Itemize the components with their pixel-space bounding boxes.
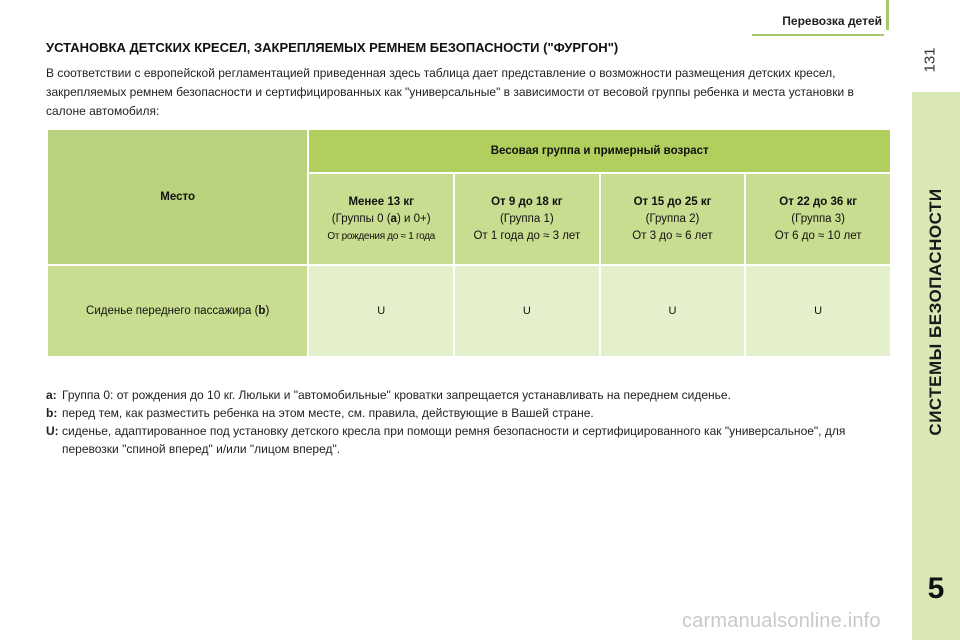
footnote-text: сиденье, адаптированное под установку детского кресла при помощи ремня безопасности и сертифицированного как "универсальное", для перевозки "спиной вперед" и/или "лицом вперед". <box>62 424 846 456</box>
table-row <box>47 265 891 357</box>
table-cell: U <box>745 265 891 357</box>
footnotes <box>46 386 886 458</box>
column-age: От рождения до ≈ 1 года <box>327 230 435 242</box>
column-group: (Группа 1) <box>499 212 554 225</box>
column-header-2 <box>600 173 746 265</box>
footnote-u <box>46 422 886 458</box>
chapter-side-band <box>912 92 960 640</box>
footnote-key: U: <box>46 424 59 438</box>
page-number-text: 131 <box>921 47 939 73</box>
column-group: (Группа 3) <box>791 212 845 225</box>
column-weight: Менее 13 кг <box>348 195 414 208</box>
footnote-a <box>46 386 886 404</box>
page-title: УСТАНОВКА ДЕТСКИХ КРЕСЕЛ, ЗАКРЕПЛЯЕМЫХ РЕМНЕМ БЕЗОПАСНОСТИ ("ФУРГОН") <box>46 40 619 55</box>
column-weight: От 9 до 18 кг <box>491 195 563 208</box>
child-seat-table <box>46 128 892 358</box>
footnote-text: перед тем, как разместить ребенка на этом месте, см. правила, действующие в Вашей стране. <box>62 406 594 420</box>
place-header: Место <box>47 129 308 265</box>
footnote-key: b: <box>46 406 58 420</box>
column-header-0 <box>308 173 454 265</box>
footnote-key: a: <box>46 388 57 402</box>
table-cell: U <box>308 265 454 357</box>
chapter-title: СИСТЕМЫ БЕЗОПАСНОСТИ <box>926 188 945 436</box>
section-label: Перевозка детей <box>782 14 882 28</box>
footnote-b <box>46 404 886 422</box>
table-cell: U <box>600 265 746 357</box>
column-group: (Группа 2) <box>645 212 700 225</box>
intro-paragraph: В соответствии с европейской регламентацией приведенная здесь таблица дает представление о возможности размещения детских кресел, закрепляемых ремнем безопасности и сертифицированных как "универсальные" в зависимости от весовой группы ребенка и места установки в салоне автомобиля: <box>46 66 854 118</box>
column-group: (Группы 0 (a) и 0+) <box>331 212 431 225</box>
page-number <box>910 40 950 80</box>
seat-label: Сиденье переднего пассажира (b) <box>47 265 308 357</box>
column-weight: От 22 до 36 кг <box>779 195 858 208</box>
column-header-1 <box>454 173 600 265</box>
column-age: От 3 до ≈ 6 лет <box>632 229 713 242</box>
header-tick <box>886 0 889 30</box>
footnote-text: Группа 0: от рождения до 10 кг. Люльки и "автомобильные" кроватки запрещается устанавливать на переднем сиденье. <box>62 388 731 402</box>
chapter-number: 5 <box>927 572 945 605</box>
column-weight: От 15 до 25 кг <box>633 195 712 208</box>
column-age: От 1 года до ≈ 3 лет <box>473 229 581 242</box>
watermark: carmanualsonline.info <box>682 610 881 632</box>
table-cell: U <box>454 265 600 357</box>
column-age: От 6 до ≈ 10 лет <box>774 229 862 242</box>
group-header: Весовая группа и примерный возраст <box>308 129 891 173</box>
header-rule <box>752 34 884 36</box>
column-header-3 <box>745 173 891 265</box>
